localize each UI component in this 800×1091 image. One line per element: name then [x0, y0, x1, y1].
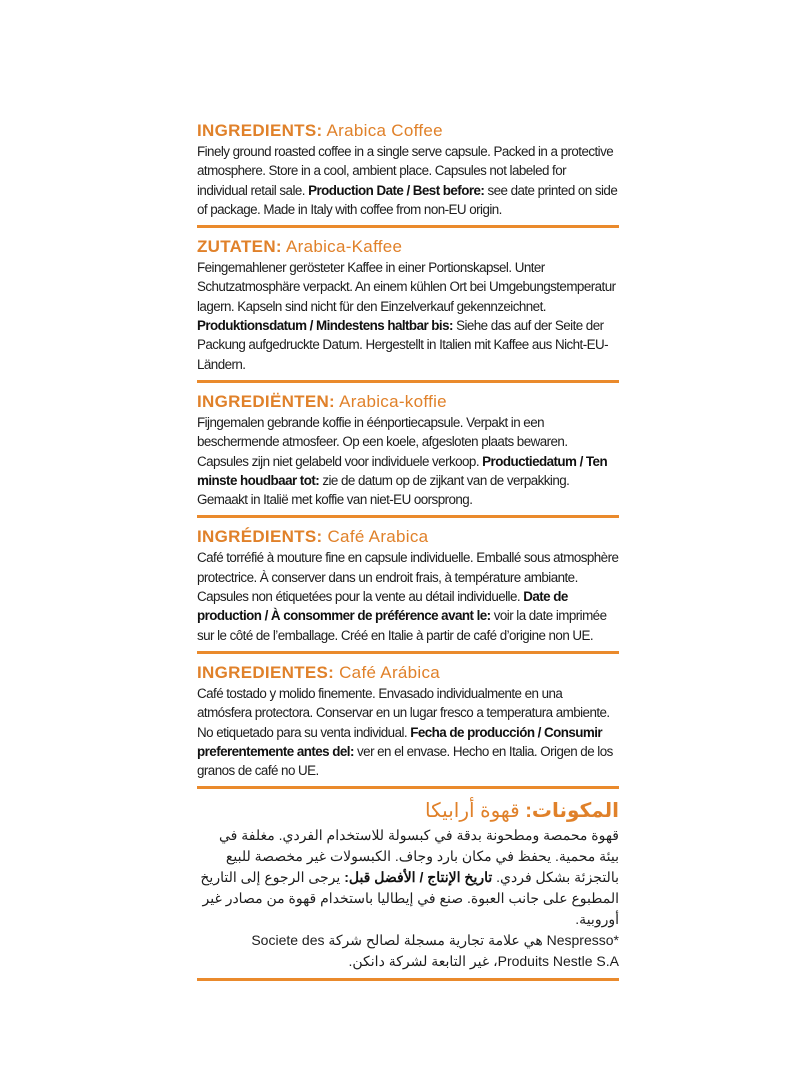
section-heading: ZUTATEN: Arabica-Kaffee	[197, 237, 403, 257]
section-french	[197, 524, 619, 650]
section-text: Finely ground roasted coffee in a single serve capsule. Packed in a protective atmosphere. Store in a cool, ambient place. Capsules not labeled for individual retail sale. Production Date / Best before: see date printed on side of package. Made in Italy with coffee from non-EU origin.	[197, 144, 618, 217]
section-text: Fijngemalen gebrande koffie in éénportiecapsule. Verpakt in een beschermende atmosfeer. Op een koele, afgesloten plaats bewaren. Capsules zijn niet gelabeld voor individuele verkoop. Productiedatum / Ten minste houdbaar tot: zie de datum op de zijkant van de verpakking. Gemaakt in Italië met koffie van niet-EU oorsprong.	[197, 414, 608, 508]
section-text: Café tostado y molido finemente. Envasado individualmente en una atmósfera protectora. Conservar en un lugar fresco a temperatura ambiente. No etiquetado para su venta individual. Fecha de producción / Consumir preferentemente antes del: ver en el envase. Hecho en Italia. Origen de los granos de café no UE.	[197, 685, 613, 779]
section-spanish	[197, 660, 619, 786]
section-heading: المكونات: قهوة أرابيكا	[425, 800, 619, 823]
section-heading: INGREDIENTS: Arabica Coffee	[197, 121, 443, 140]
section-english	[197, 118, 619, 225]
divider	[197, 978, 619, 981]
section-german	[197, 234, 619, 380]
trademark-note: *Nespresso هي علامة تجارية مسجلة لصالح شركة Societe des Produits Nestle S.A، غير التابعة لشركة دانكن.	[251, 932, 619, 970]
section-heading: INGRÉDIENTS: Café Arabica	[197, 527, 429, 547]
ingredients-panel	[197, 118, 619, 987]
section-dutch	[197, 389, 619, 515]
divider	[197, 651, 619, 654]
divider	[197, 380, 619, 383]
section-text: قهوة محمصة ومطحونة بدقة في كبسولة للاستخدام الفردي. مغلفة في بيئة محمية. يحفظ في مكان بارد وجاف. الكبسولات غير مخصصة للبيع بالتجزئة بشكل فردي. تاريخ الإنتاج / الأفضل قبل: يرجى الرجوع إلى التاريخ المطبوع على جانب العبوة. صنع في إيطاليا باستخدام قهوة من مصادر غير أوروبية.	[200, 827, 619, 928]
section-arabic	[197, 795, 619, 978]
section-heading: INGREDIENTES: Café Arábica	[197, 662, 441, 682]
section-text: Feingemahlener gerösteter Kaffee in einer Portionskapsel. Unter Schutzatmosphäre verpackt. An einem kühlen Ort bei Umgebungstemperatur lagern. Kapseln sind nicht für den Einzelverkauf gekennzeichnet. Produktionsdatum / Mindestens haltbar bis: Siehe das auf der Seite der Packung aufgedruckte Datum. Hergestellt in Italien mit Kaffee aus Nicht-EU-Ländern.	[197, 260, 616, 372]
divider	[197, 225, 619, 228]
divider	[197, 786, 619, 789]
section-text: Café torréfié à mouture fine en capsule individuelle. Emballé sous atmosphère protectrice. À conserver dans un endroit frais, à température ambiante. Capsules non étiquetées pour la vente au détail individuelle. Date de production / À consommer de préférence avant le: voir la date imprimée sur le côté de l’emballage. Créé en Italie à partir de café d’origine non UE.	[197, 550, 619, 643]
section-heading: INGREDIËNTEN: Arabica-koffie	[197, 391, 447, 411]
divider	[197, 515, 619, 518]
